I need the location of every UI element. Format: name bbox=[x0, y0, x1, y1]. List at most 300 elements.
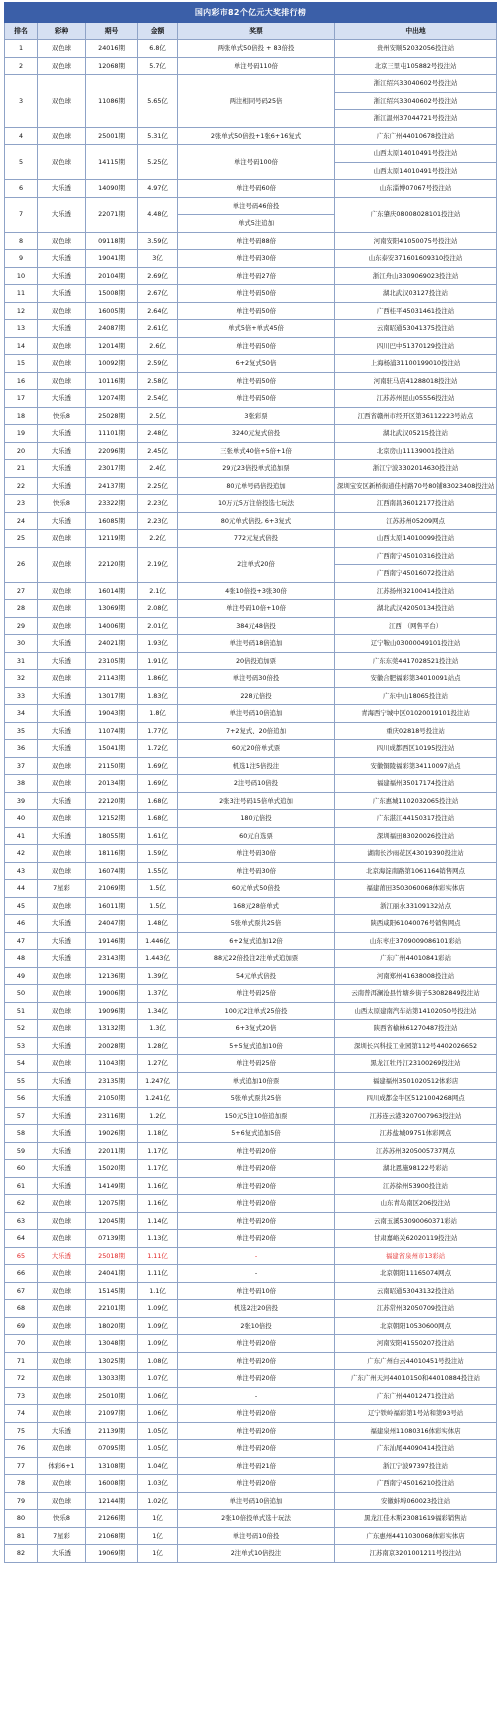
prize-cell: 两张单式50倍投 + 83倍投 bbox=[178, 40, 335, 58]
issue-cell: 21150期 bbox=[86, 757, 138, 775]
game-cell: 双色球 bbox=[38, 337, 86, 355]
table-row bbox=[5, 1212, 497, 1230]
game-cell: 双色球 bbox=[38, 1440, 86, 1458]
prize-cell: 5张单式票共25倍 bbox=[178, 1090, 335, 1108]
prize-cell: 168元28倍单式 bbox=[178, 897, 335, 915]
place-cell: 黑龙江牡丹江23100269投注站 bbox=[335, 1055, 497, 1073]
amount-cell: 1.61亿 bbox=[138, 827, 178, 845]
amount-cell: 1.09亿 bbox=[138, 1300, 178, 1318]
amount-cell: 1.05亿 bbox=[138, 1422, 178, 1440]
rank-cell: 50 bbox=[5, 985, 38, 1003]
prize-cell: 3张彩票 bbox=[178, 407, 335, 425]
amount-cell: 1.69亿 bbox=[138, 775, 178, 793]
game-cell: 大乐透 bbox=[38, 320, 86, 338]
place-cell: 湖北武汉42050134投注站 bbox=[335, 600, 497, 618]
prize-cell: 单注号码20倍 bbox=[178, 1370, 335, 1388]
place-cell: 浙江绍兴33040602号投注站 bbox=[335, 75, 497, 93]
rank-cell: 73 bbox=[5, 1387, 38, 1405]
rank-cell: 33 bbox=[5, 687, 38, 705]
prize-cell: 单式5倍+单式45倍 bbox=[178, 320, 335, 338]
amount-cell: 1.07亿 bbox=[138, 1370, 178, 1388]
prize-cell: 单注号码50倍 bbox=[178, 337, 335, 355]
rank-cell: 18 bbox=[5, 407, 38, 425]
issue-cell: 23017期 bbox=[86, 460, 138, 478]
game-cell: 双色球 bbox=[38, 1352, 86, 1370]
rank-cell: 61 bbox=[5, 1177, 38, 1195]
rank-cell: 81 bbox=[5, 1527, 38, 1545]
prize-cell: 7+2复式、20倍追加 bbox=[178, 722, 335, 740]
issue-cell: 13017期 bbox=[86, 687, 138, 705]
amount-cell: 1.34亿 bbox=[138, 1002, 178, 1020]
amount-cell: 5.65亿 bbox=[138, 75, 178, 128]
rank-cell: 7 bbox=[5, 197, 38, 232]
amount-cell: 1.2亿 bbox=[138, 1107, 178, 1125]
issue-cell: 19006期 bbox=[86, 985, 138, 1003]
table-row bbox=[5, 1055, 497, 1073]
table-row bbox=[5, 460, 497, 478]
game-cell: 大乐透 bbox=[38, 442, 86, 460]
table-row bbox=[5, 810, 497, 828]
prize-cell: 单注号码10倍追加 bbox=[178, 705, 335, 723]
amount-cell: 1.443亿 bbox=[138, 950, 178, 968]
rank-cell: 11 bbox=[5, 285, 38, 303]
rank-cell: 3 bbox=[5, 75, 38, 128]
amount-cell: 1.06亿 bbox=[138, 1405, 178, 1423]
prize-cell: 6+2复式追加12倍 bbox=[178, 932, 335, 950]
prize-cell: 单注号码60倍 bbox=[178, 180, 335, 198]
issue-cell: 13069期 bbox=[86, 600, 138, 618]
amount-cell: 1.11亿 bbox=[138, 1265, 178, 1283]
issue-cell: 12074期 bbox=[86, 390, 138, 408]
prize-cell: 单注号码20倍 bbox=[178, 1195, 335, 1213]
prize-cell: 单注号码20倍 bbox=[178, 1142, 335, 1160]
issue-cell: 14006期 bbox=[86, 617, 138, 635]
game-cell: 大乐透 bbox=[38, 635, 86, 653]
game-cell: 双色球 bbox=[38, 1370, 86, 1388]
issue-cell: 12152期 bbox=[86, 810, 138, 828]
game-cell: 大乐透 bbox=[38, 1072, 86, 1090]
place-cell: 广东湛江44150317投注站 bbox=[335, 810, 497, 828]
prize-cell: 20倍投追加票 bbox=[178, 652, 335, 670]
place-cell: 北京三里屯105882号投注站 bbox=[335, 57, 497, 75]
prize-cell: 单注号码20倍 bbox=[178, 1352, 335, 1370]
table-row bbox=[5, 845, 497, 863]
issue-cell: 21069期 bbox=[86, 880, 138, 898]
issue-cell: 16005期 bbox=[86, 302, 138, 320]
prize-cell: 单注号码20倍 bbox=[178, 1212, 335, 1230]
game-cell: 快乐8 bbox=[38, 495, 86, 513]
place-cell: 福建省泉州市13彩站 bbox=[335, 1247, 497, 1265]
table-row bbox=[5, 775, 497, 793]
issue-cell: 16074期 bbox=[86, 862, 138, 880]
rank-cell: 55 bbox=[5, 1072, 38, 1090]
rank-cell: 17 bbox=[5, 390, 38, 408]
place-cell: 云南昭通53041375投注站 bbox=[335, 320, 497, 338]
prize-cell: 单式追加10倍票 bbox=[178, 1072, 335, 1090]
place-cell: 广东广州44010678投注站 bbox=[335, 127, 497, 145]
game-cell: 大乐透 bbox=[38, 512, 86, 530]
issue-cell: 25018期 bbox=[86, 1247, 138, 1265]
amount-cell: 2.1亿 bbox=[138, 582, 178, 600]
game-cell: 双色球 bbox=[38, 1492, 86, 1510]
prize-cell: 228元倍投 bbox=[178, 687, 335, 705]
amount-cell: 1.77亿 bbox=[138, 722, 178, 740]
amount-cell: 1.09亿 bbox=[138, 1335, 178, 1353]
place-cell: 山东淄博07067号投注站 bbox=[335, 180, 497, 198]
issue-cell: 09118期 bbox=[86, 232, 138, 250]
issue-cell: 07139期 bbox=[86, 1230, 138, 1248]
prize-cell: 29元23倍投单式追加票 bbox=[178, 460, 335, 478]
place-cell: 深圳福田83020026投注站 bbox=[335, 827, 497, 845]
issue-cell: 22096期 bbox=[86, 442, 138, 460]
rank-cell: 66 bbox=[5, 1265, 38, 1283]
rank-cell: 82 bbox=[5, 1545, 38, 1563]
issue-cell: 16011期 bbox=[86, 897, 138, 915]
issue-cell: 18116期 bbox=[86, 845, 138, 863]
issue-cell: 19043期 bbox=[86, 705, 138, 723]
prize-cell: 2注单式10倍投注 bbox=[178, 1545, 335, 1563]
game-cell: 双色球 bbox=[38, 1195, 86, 1213]
table-row bbox=[5, 617, 497, 635]
issue-cell: 18055期 bbox=[86, 827, 138, 845]
prize-cell: 100元2注单式25倍投 bbox=[178, 1002, 335, 1020]
rank-cell: 58 bbox=[5, 1125, 38, 1143]
game-cell: 双色球 bbox=[38, 232, 86, 250]
amount-cell: 1亿 bbox=[138, 1527, 178, 1545]
place-cell: 江苏苏州昆山05556投注站 bbox=[335, 390, 497, 408]
prize-cell: 单注号码30倍 bbox=[178, 250, 335, 268]
place-cell: 广东广州44010841彩站 bbox=[335, 950, 497, 968]
amount-cell: 1.13亿 bbox=[138, 1230, 178, 1248]
game-cell: 大乐透 bbox=[38, 932, 86, 950]
prize-cell: 机选1注5倍投注 bbox=[178, 757, 335, 775]
game-cell: 大乐透 bbox=[38, 1037, 86, 1055]
game-cell: 双色球 bbox=[38, 40, 86, 58]
rank-cell: 4 bbox=[5, 127, 38, 145]
prize-cell: 单注号码27倍 bbox=[178, 267, 335, 285]
issue-cell: 19096期 bbox=[86, 1002, 138, 1020]
issue-cell: 15041期 bbox=[86, 740, 138, 758]
issue-cell: 24016期 bbox=[86, 40, 138, 58]
prize-cell: 54元单式倍投 bbox=[178, 967, 335, 985]
place-cell: 江苏盐城09751体彩网点 bbox=[335, 1125, 497, 1143]
amount-cell: 1.02亿 bbox=[138, 1492, 178, 1510]
amount-cell: 1.69亿 bbox=[138, 757, 178, 775]
issue-cell: 23322期 bbox=[86, 495, 138, 513]
table-row bbox=[5, 862, 497, 880]
place-cell: 福建福州35017174投注站 bbox=[335, 775, 497, 793]
place-cell: 江苏苏州05209网点 bbox=[335, 512, 497, 530]
table-row bbox=[5, 75, 497, 93]
place-cell: 浙江绍兴33040602号投注站 bbox=[335, 92, 497, 110]
rank-cell: 22 bbox=[5, 477, 38, 495]
prize-cell: 单注号码20倍 bbox=[178, 1335, 335, 1353]
game-cell: 快乐8 bbox=[38, 407, 86, 425]
amount-cell: 6.8亿 bbox=[138, 40, 178, 58]
table-row bbox=[5, 302, 497, 320]
game-cell: 大乐透 bbox=[38, 722, 86, 740]
game-cell: 大乐透 bbox=[38, 915, 86, 933]
table-row bbox=[5, 1195, 497, 1213]
issue-cell: 10116期 bbox=[86, 372, 138, 390]
rank-cell: 16 bbox=[5, 372, 38, 390]
issue-cell: 22120期 bbox=[86, 547, 138, 582]
amount-cell: 2.67亿 bbox=[138, 285, 178, 303]
rank-cell: 60 bbox=[5, 1160, 38, 1178]
table-row bbox=[5, 652, 497, 670]
issue-cell: 22101期 bbox=[86, 1300, 138, 1318]
prize-cell: 单注号码10倍+10倍 bbox=[178, 600, 335, 618]
table-row bbox=[5, 897, 497, 915]
issue-cell: 20134期 bbox=[86, 775, 138, 793]
place-cell: 河南郑州41638008投注站 bbox=[335, 967, 497, 985]
place-cell: 广东惠城1102032065投注站 bbox=[335, 792, 497, 810]
rank-cell: 79 bbox=[5, 1492, 38, 1510]
issue-cell: 24087期 bbox=[86, 320, 138, 338]
rank-cell: 46 bbox=[5, 915, 38, 933]
issue-cell: 12144期 bbox=[86, 1492, 138, 1510]
issue-cell: 13048期 bbox=[86, 1335, 138, 1353]
table-row bbox=[5, 390, 497, 408]
prize-cell: 384元48倍投 bbox=[178, 617, 335, 635]
prize-cell: 单注号码10倍 bbox=[178, 1282, 335, 1300]
table-row bbox=[5, 740, 497, 758]
amount-cell: 2.54亿 bbox=[138, 390, 178, 408]
column-header-place: 中出地 bbox=[335, 23, 497, 40]
prize-cell: 88元22倍投注2注单式追加票 bbox=[178, 950, 335, 968]
prize-cell: 2张10倍投 bbox=[178, 1317, 335, 1335]
table-row bbox=[5, 1387, 497, 1405]
amount-cell: 2.23亿 bbox=[138, 512, 178, 530]
table-row bbox=[5, 722, 497, 740]
game-cell: 快乐8 bbox=[38, 1510, 86, 1528]
amount-cell: 1.241亿 bbox=[138, 1090, 178, 1108]
rank-cell: 53 bbox=[5, 1037, 38, 1055]
prize-cell: 2注号码10倍投 bbox=[178, 775, 335, 793]
rank-cell: 31 bbox=[5, 652, 38, 670]
prize-cell: 单注号码30倍投 bbox=[178, 670, 335, 688]
issue-cell: 22120期 bbox=[86, 792, 138, 810]
issue-cell: 16014期 bbox=[86, 582, 138, 600]
amount-cell: 1.55亿 bbox=[138, 862, 178, 880]
issue-cell: 10092期 bbox=[86, 355, 138, 373]
game-cell: 双色球 bbox=[38, 372, 86, 390]
game-cell: 双色球 bbox=[38, 1300, 86, 1318]
place-cell: 江苏连云港3207007963投注站 bbox=[335, 1107, 497, 1125]
table-row bbox=[5, 1440, 497, 1458]
issue-cell: 21050期 bbox=[86, 1090, 138, 1108]
prize-cell: 单注号码20倍 bbox=[178, 1440, 335, 1458]
issue-cell: 24021期 bbox=[86, 635, 138, 653]
place-cell: 北京房山11139001投注站 bbox=[335, 442, 497, 460]
game-cell: 大乐透 bbox=[38, 460, 86, 478]
amount-cell: 1.8亿 bbox=[138, 705, 178, 723]
game-cell: 7星彩 bbox=[38, 880, 86, 898]
table-row bbox=[5, 582, 497, 600]
place-cell: 河南安阳41050075号投注站 bbox=[335, 232, 497, 250]
issue-cell: 21143期 bbox=[86, 670, 138, 688]
amount-cell: 2.64亿 bbox=[138, 302, 178, 320]
game-cell: 双色球 bbox=[38, 845, 86, 863]
amount-cell: 1.59亿 bbox=[138, 845, 178, 863]
table-row bbox=[5, 477, 497, 495]
place-cell: 辽宁铁岭福彩第1号站和第93号站 bbox=[335, 1405, 497, 1423]
rank-cell: 47 bbox=[5, 932, 38, 950]
amount-cell: 1.247亿 bbox=[138, 1072, 178, 1090]
table-row bbox=[5, 1230, 497, 1248]
prize-cell: 2注单式20倍 bbox=[178, 547, 335, 582]
table-row bbox=[5, 1352, 497, 1370]
issue-cell: 14149期 bbox=[86, 1177, 138, 1195]
game-cell: 大乐透 bbox=[38, 197, 86, 232]
rank-cell: 44 bbox=[5, 880, 38, 898]
prize-cell: 单注号码20倍 bbox=[178, 1422, 335, 1440]
issue-cell: 13132期 bbox=[86, 1020, 138, 1038]
rank-cell: 1 bbox=[5, 40, 38, 58]
rank-cell: 19 bbox=[5, 425, 38, 443]
place-cell: 江苏徐州53900投注站 bbox=[335, 1177, 497, 1195]
place-cell: 山东枣庄3709009086101彩站 bbox=[335, 932, 497, 950]
amount-cell: 2.2亿 bbox=[138, 530, 178, 548]
prize-cell: 单注号码88倍 bbox=[178, 232, 335, 250]
game-cell: 双色球 bbox=[38, 530, 86, 548]
rank-cell: 20 bbox=[5, 442, 38, 460]
amount-cell: 1.08亿 bbox=[138, 1352, 178, 1370]
prize-cell: 10万元5万注倍投选七玩法 bbox=[178, 495, 335, 513]
amount-cell: 1亿 bbox=[138, 1510, 178, 1528]
prize-cell: 150元5注10倍追加票 bbox=[178, 1107, 335, 1125]
game-cell: 双色球 bbox=[38, 1212, 86, 1230]
place-cell: 福建莆田3503060068体彩实体店 bbox=[335, 880, 497, 898]
amount-cell: 2.45亿 bbox=[138, 442, 178, 460]
prize-cell: 单注号码25倍 bbox=[178, 1055, 335, 1073]
table-row bbox=[5, 197, 497, 215]
game-cell: 大乐透 bbox=[38, 792, 86, 810]
amount-cell: 1.17亿 bbox=[138, 1142, 178, 1160]
place-cell: 广西南宁45016210投注站 bbox=[335, 1475, 497, 1493]
table-row bbox=[5, 1247, 497, 1265]
rank-cell: 75 bbox=[5, 1422, 38, 1440]
prize-cell: 单注号码50倍 bbox=[178, 390, 335, 408]
column-header-amount: 金额 bbox=[138, 23, 178, 40]
place-cell: 青海西宁城中区01020019101投注站 bbox=[335, 705, 497, 723]
rank-cell: 64 bbox=[5, 1230, 38, 1248]
prize-cell: 80元单号码倍投追加 bbox=[178, 477, 335, 495]
game-cell: 双色球 bbox=[38, 1335, 86, 1353]
amount-cell: 5.7亿 bbox=[138, 57, 178, 75]
rank-cell: 72 bbox=[5, 1370, 38, 1388]
game-cell: 双色球 bbox=[38, 897, 86, 915]
issue-cell: 25001期 bbox=[86, 127, 138, 145]
amount-cell: 1.11亿 bbox=[138, 1247, 178, 1265]
rank-cell: 40 bbox=[5, 810, 38, 828]
amount-cell: 1.68亿 bbox=[138, 810, 178, 828]
place-cell: 广西南宁45016072投注站 bbox=[335, 565, 497, 583]
rank-cell: 27 bbox=[5, 582, 38, 600]
issue-cell: 07095期 bbox=[86, 1440, 138, 1458]
game-cell: 大乐透 bbox=[38, 1107, 86, 1125]
rank-cell: 8 bbox=[5, 232, 38, 250]
rank-cell: 38 bbox=[5, 775, 38, 793]
place-cell: 湖北武汉03127投注站 bbox=[335, 285, 497, 303]
issue-cell: 13025期 bbox=[86, 1352, 138, 1370]
place-cell: 山西太原14010491号投注站 bbox=[335, 162, 497, 180]
game-cell: 双色球 bbox=[38, 967, 86, 985]
game-cell: 体彩6+1 bbox=[38, 1457, 86, 1475]
prize-cell: 单注号码18倍追加 bbox=[178, 635, 335, 653]
rank-cell: 43 bbox=[5, 862, 38, 880]
rank-cell: 74 bbox=[5, 1405, 38, 1423]
prize-cell: - bbox=[178, 1265, 335, 1283]
prize-cell: 5张单式票共25倍 bbox=[178, 915, 335, 933]
rank-cell: 30 bbox=[5, 635, 38, 653]
table-row bbox=[5, 285, 497, 303]
game-cell: 大乐透 bbox=[38, 1160, 86, 1178]
table-row bbox=[5, 1422, 497, 1440]
prize-cell: 单注号码30倍 bbox=[178, 862, 335, 880]
table-row bbox=[5, 442, 497, 460]
game-cell: 双色球 bbox=[38, 75, 86, 128]
amount-cell: 1.16亿 bbox=[138, 1177, 178, 1195]
table-row bbox=[5, 1300, 497, 1318]
place-cell: 广西南宁45010316投注站 bbox=[335, 547, 497, 565]
prize-cell: 单注号码100倍 bbox=[178, 145, 335, 180]
amount-cell: 2.58亿 bbox=[138, 372, 178, 390]
game-cell: 大乐透 bbox=[38, 1545, 86, 1563]
place-cell: 辽宁鞍山03000049101投注站 bbox=[335, 635, 497, 653]
amount-cell: 2.59亿 bbox=[138, 355, 178, 373]
game-cell: 大乐透 bbox=[38, 827, 86, 845]
issue-cell: 20028期 bbox=[86, 1037, 138, 1055]
amount-cell: 1.5亿 bbox=[138, 880, 178, 898]
amount-cell: 2.19亿 bbox=[138, 547, 178, 582]
table-row bbox=[5, 127, 497, 145]
rank-cell: 70 bbox=[5, 1335, 38, 1353]
amount-cell: 5.25亿 bbox=[138, 145, 178, 180]
issue-cell: 16008期 bbox=[86, 1475, 138, 1493]
amount-cell: 1.48亿 bbox=[138, 915, 178, 933]
place-cell: 广东广州天河44010150和44010884投注站 bbox=[335, 1370, 497, 1388]
table-row bbox=[5, 547, 497, 565]
table-row bbox=[5, 250, 497, 268]
table-row bbox=[5, 320, 497, 338]
amount-cell: 1.04亿 bbox=[138, 1457, 178, 1475]
issue-cell: 22071期 bbox=[86, 197, 138, 232]
table-row bbox=[5, 670, 497, 688]
place-cell: 浙江丽水33109132站点 bbox=[335, 897, 497, 915]
prize-cell: 单注号码10倍追加 bbox=[178, 1492, 335, 1510]
game-cell: 双色球 bbox=[38, 582, 86, 600]
game-cell: 大乐透 bbox=[38, 1125, 86, 1143]
place-cell: 黑龙江佳木斯23081619福彩销售站 bbox=[335, 1510, 497, 1528]
table-row bbox=[5, 355, 497, 373]
place-cell: 浙江宁波3302014630投注站 bbox=[335, 460, 497, 478]
game-cell: 大乐透 bbox=[38, 425, 86, 443]
rank-cell: 63 bbox=[5, 1212, 38, 1230]
issue-cell: 21139期 bbox=[86, 1422, 138, 1440]
place-cell: 安徽蚌埠060023投注站 bbox=[335, 1492, 497, 1510]
issue-cell: 15008期 bbox=[86, 285, 138, 303]
place-cell: 北京朝阳10530600网点 bbox=[335, 1317, 497, 1335]
table-row bbox=[5, 967, 497, 985]
place-cell: 上海杨浦31100199010投注站 bbox=[335, 355, 497, 373]
prize-cell: 5+6复式追加5倍 bbox=[178, 1125, 335, 1143]
prize-cell: 80元单式倍投, 6+3复式 bbox=[178, 512, 335, 530]
table-row bbox=[5, 1527, 497, 1545]
game-cell: 双色球 bbox=[38, 862, 86, 880]
game-cell: 双色球 bbox=[38, 810, 86, 828]
issue-cell: 21266期 bbox=[86, 1510, 138, 1528]
